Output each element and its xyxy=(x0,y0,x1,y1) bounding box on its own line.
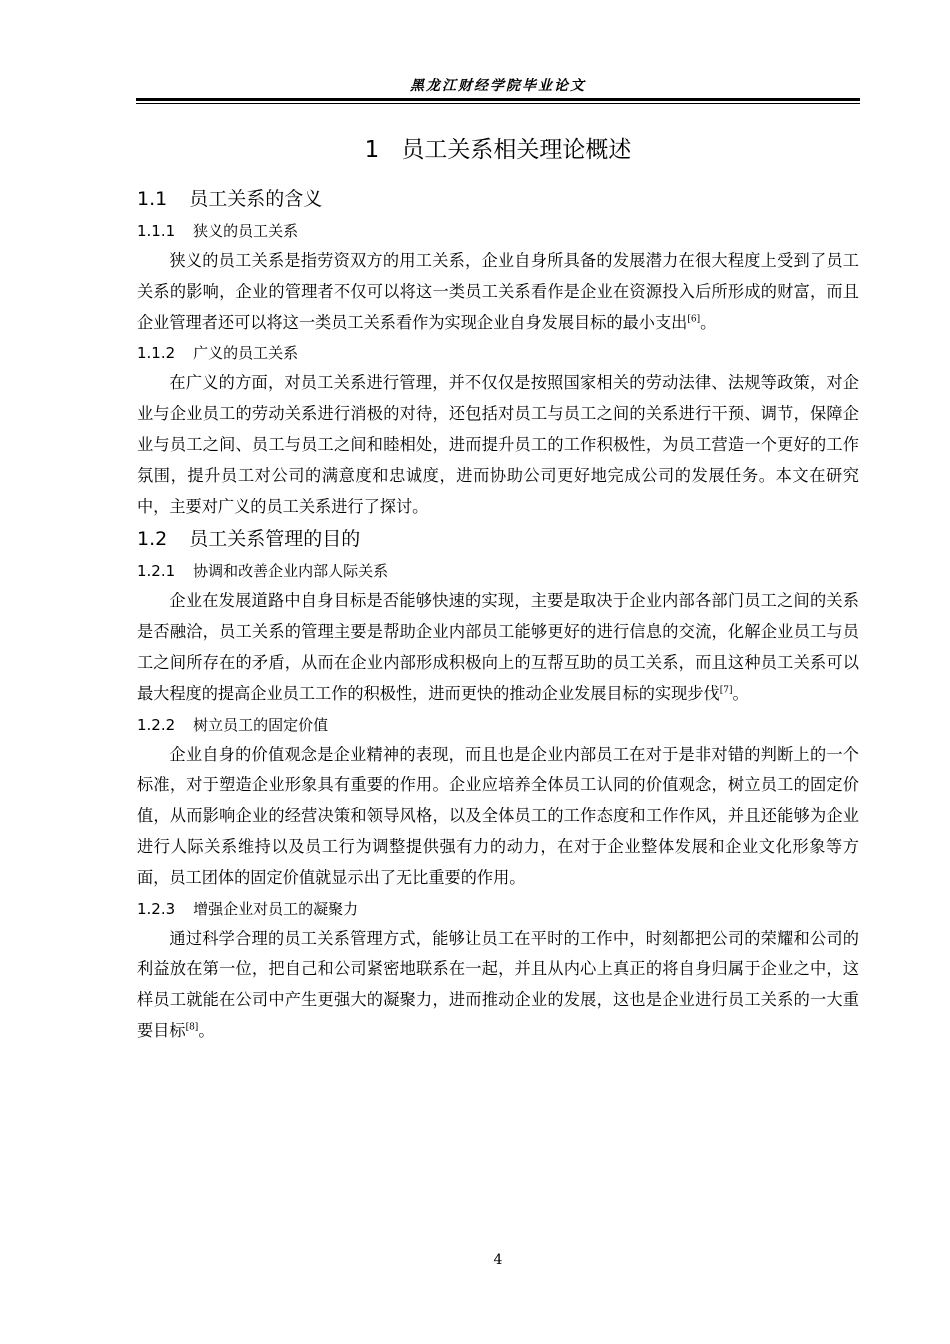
section-title: 员工关系管理的目的 xyxy=(189,528,361,551)
section-number: 1.1 xyxy=(137,188,168,210)
paragraph-text: 通过科学合理的员工关系管理方式，能够让员工在平时的工作中，时刻都把公司的荣耀和公司的利益放在第一位，把自己和公司紧密地联系在一起，并且从内心上真正的将自身归属于企业之中，这样员工就能在公司中产生更强大的凝聚力，进而推动企业的发展，这也是企业进行员工关系的一大重要目标 xyxy=(137,928,859,1040)
chapter-title: 员工关系相关理论概述 xyxy=(401,137,632,163)
citation-8[interactable]: [8] xyxy=(185,1022,199,1033)
subsection-number: 1.2.1 xyxy=(137,562,176,581)
subsection-title: 树立员工的固定价值 xyxy=(193,715,329,734)
paragraph-text: 企业在发展道路中自身目标是否能够快速的实现，主要是取决于企业内部各部门员工之间的关系是否融洽，员工关系的管理主要是帮助企业内部员工能够更好的进行信息的交流，化解企业员工与员工之间所存在的矛盾，从而在企业内部形成积极向上的互帮互助的员工关系，而且这种员工关系可以最大程度的提高企业员工工作的积极性，进而更快的推动企业发展目标的实现步伐 xyxy=(137,591,859,703)
subsection-heading-1-2-2 xyxy=(137,710,859,740)
paragraph-end: 。 xyxy=(700,312,717,332)
citation-6[interactable]: [6] xyxy=(687,314,701,325)
subsection-number: 1.1.1 xyxy=(137,222,176,240)
subsection-title: 广义的员工关系 xyxy=(193,344,299,363)
section-heading-1-1 xyxy=(137,182,859,216)
subsection-number: 1.1.2 xyxy=(137,344,176,363)
paragraph-end: 。 xyxy=(732,683,749,703)
document-body xyxy=(137,130,859,1047)
section-number: 1.2 xyxy=(137,528,168,551)
paragraph-text: 企业自身的价值观念是企业精神的表现，而且也是企业内部员工在对于是非对错的判断上的一个标准，对于塑造企业形象具有重要的作用。企业应培养全体员工认同的价值观念，树立员工的固定价值，从而影响企业的经营决策和领导风格，以及全体员工的工作态度和工作作风，并且还能够为企业进行人际关系维持以及员工行为调整提供强有力的动力，在对于企业整体发展和企业文化形象等方面，员工团体的固定价值就显示出了无比重要的作用。 xyxy=(137,744,859,887)
subsection-title: 增强企业对员工的凝聚力 xyxy=(193,899,359,918)
paragraph-1-2-1 xyxy=(137,586,859,709)
section-title: 员工关系的含义 xyxy=(189,188,323,210)
paragraph-1-2-2 xyxy=(137,740,859,894)
subsection-number: 1.2.2 xyxy=(137,715,176,734)
paragraph-1-1-1 xyxy=(137,246,859,338)
paragraph-text: 狭义的员工关系是指劳资双方的用工关系，企业自身所具备的发展潜力在很大程度上受到了员工关系的影响，企业的管理者不仅可以将这一类员工关系看作是企业在资源投入后所形成的财富，而且企业管理者还可以将这一类员工关系看作为实现企业自身发展目标的最小支出 xyxy=(137,251,859,332)
subsection-heading-1-2-3 xyxy=(137,894,859,924)
subsection-heading-1-2-1 xyxy=(137,556,859,586)
subsection-heading-1-1-1 xyxy=(137,216,859,246)
paragraph-1-1-2 xyxy=(137,368,859,522)
paragraph-text: 在广义的方面，对员工关系进行管理，并不仅仅是按照国家相关的劳动法律、法规等政策，对企业与企业员工的劳动关系进行消极的对待，还包括对员工与员工之间的关系进行干预、调节，保障企业与员工之间、员工与员工之间和睦相处，进而提升员工的工作积极性，为员工营造一个更好的工作氛围，提升员工对公司的满意度和忠诚度，进而协助公司更好地完成公司的发展任务。本文在研究中，主要对广义的员工关系进行了探讨。 xyxy=(137,373,859,516)
header-rule-thin xyxy=(136,103,860,104)
citation-7[interactable]: [7] xyxy=(719,685,733,696)
header-rule-thick xyxy=(136,98,860,101)
chapter-heading xyxy=(137,130,859,170)
subsection-title: 协调和改善企业内部人际关系 xyxy=(193,562,389,581)
paragraph-1-2-3 xyxy=(137,924,859,1047)
section-heading-1-2 xyxy=(137,522,859,556)
subsection-number: 1.2.3 xyxy=(137,899,176,918)
chapter-number: 1 xyxy=(364,137,380,163)
subsection-title: 狭义的员工关系 xyxy=(193,222,299,240)
paragraph-end: 。 xyxy=(198,1020,215,1040)
subsection-heading-1-1-2 xyxy=(137,338,859,368)
page-number: 4 xyxy=(493,1252,503,1268)
running-header: 黑龙江财经学院毕业论文 xyxy=(410,78,586,94)
